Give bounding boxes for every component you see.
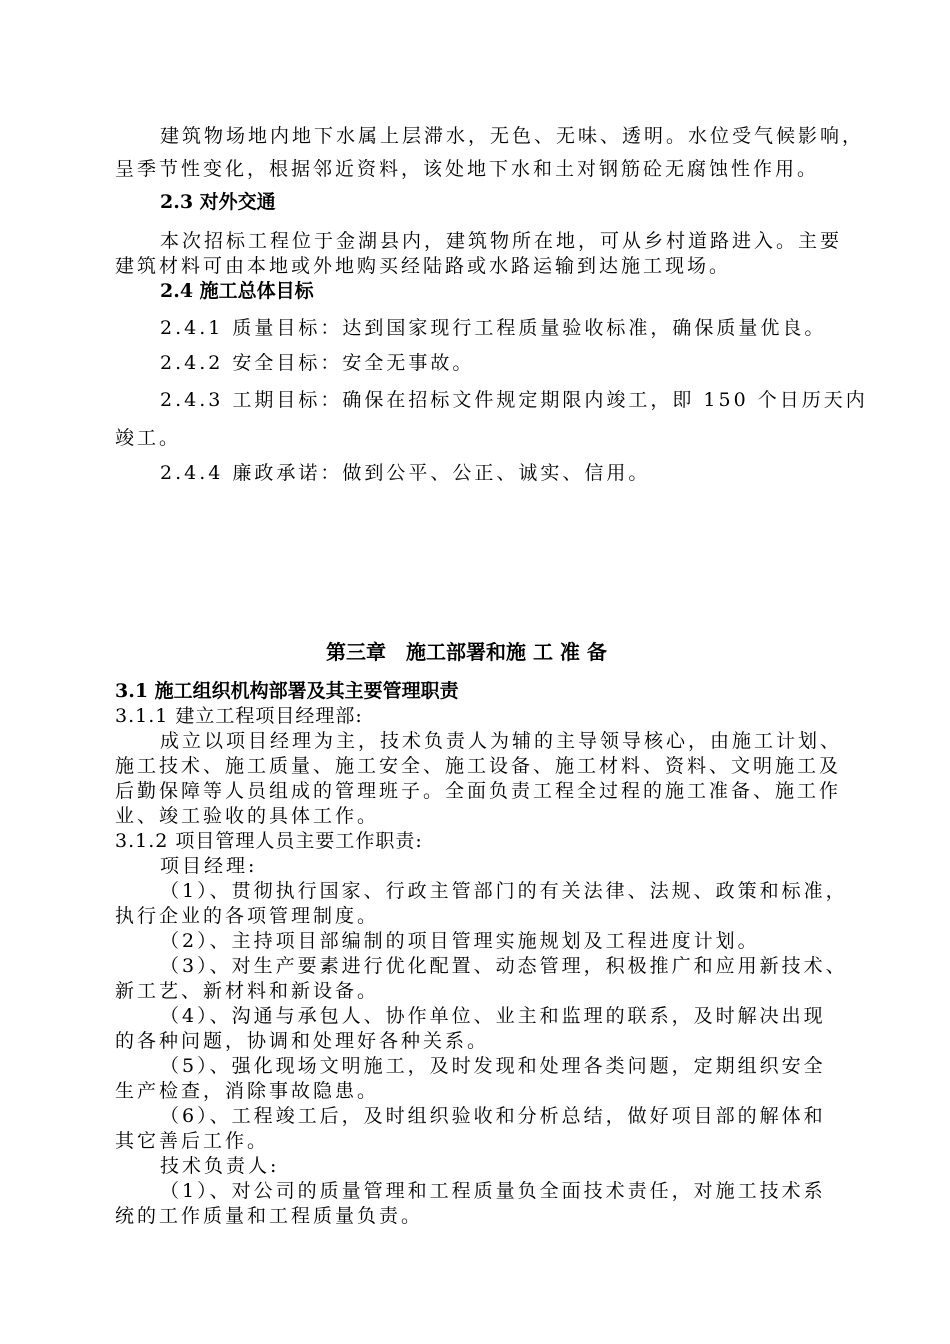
pm-duty-5-line-1: （5）、强化现场文明施工，及时发现和处理各类问题，定期组织安全 bbox=[160, 1055, 826, 1077]
technical-lead-label: 技术负责人: bbox=[160, 1155, 280, 1177]
tech-duty-1-line-1: （1）、对公司的质量管理和工程质量负全面技术责任，对施工技术系 bbox=[160, 1180, 826, 1202]
transport-paragraph-line-1: 本次招标工程位于金湖县内，建筑物所在地，可从乡村道路进入。主要 bbox=[160, 230, 843, 252]
section-3-1-heading: 3.1 施工组织机构部署及其主要管理职责 bbox=[115, 680, 459, 702]
org-paragraph-line-3: 后勤保障等人员组成的管理班子。全面负责工程全过程的施工准备、施工作 bbox=[115, 780, 842, 802]
section-2-4-heading: 2.4 施工总体目标 bbox=[160, 280, 314, 302]
schedule-goal-line-2: 竣工。 bbox=[115, 427, 182, 449]
subsection-3-1-1: 3.1.1 建立工程项目经理部: bbox=[115, 705, 363, 727]
project-manager-label: 项目经理: bbox=[160, 855, 258, 877]
quality-goal: 2.4.1 质量目标：达到国家现行工程质量验收标准，确保质量优良。 bbox=[160, 317, 827, 339]
subsection-3-1-2: 3.1.2 项目管理人员主要工作职责: bbox=[115, 830, 423, 852]
pm-duty-1-line-2: 执行企业的各项管理制度。 bbox=[115, 905, 380, 927]
pm-duty-1-line-1: （1）、贯彻执行国家、行政主管部门的有关法律、法规、政策和标准， bbox=[160, 880, 848, 902]
org-paragraph-line-4: 业、竣工验收的具体工作。 bbox=[115, 805, 380, 827]
section-2-3-heading: 2.3 对外交通 bbox=[160, 191, 276, 213]
pm-duty-4-line-1: （4）、沟通与承包人、协作单位、业主和监理的联系，及时解决出现 bbox=[160, 1005, 826, 1027]
groundwater-paragraph-line-2: 呈季节性变化，根据邻近资料，该处地下水和土对钢筋砼无腐蚀性作用。 bbox=[115, 158, 820, 180]
transport-paragraph-line-2: 建筑材料可由本地或外地购买经陆路或水路运输到达施工现场。 bbox=[115, 255, 732, 277]
tech-duty-1-line-2: 统的工作质量和工程质量负责。 bbox=[115, 1205, 424, 1227]
org-paragraph-line-1: 成立以项目经理为主，技术负责人为辅的主导领导核心，由施工计划、 bbox=[160, 730, 843, 752]
pm-duty-3-line-2: 新工艺、新材料和新设备。 bbox=[115, 980, 380, 1002]
pm-duty-3-line-1: （3）、对生产要素进行优化配置、动态管理，积极推广和应用新技术、 bbox=[160, 955, 848, 977]
org-paragraph-line-2: 施工技术、施工质量、施工安全、施工设备、施工材料、资料、文明施工及 bbox=[115, 755, 842, 777]
schedule-goal-line-1: 2.4.3 工期目标：确保在招标文件规定期限内竣工，即 150 个日历天内 bbox=[160, 389, 868, 411]
groundwater-paragraph-line-1: 建筑物场地内地下水属上层滞水，无色、无味、透明。水位受气候影响， bbox=[160, 125, 865, 147]
integrity-commitment: 2.4.4 廉政承诺：做到公平、公正、诚实、信用。 bbox=[160, 462, 651, 484]
pm-duty-6-line-1: （6）、工程竣工后，及时组织验收和分析总结，做好项目部的解体和 bbox=[160, 1105, 826, 1127]
pm-duty-6-line-2: 其它善后工作。 bbox=[115, 1130, 270, 1152]
safety-goal: 2.4.2 安全目标：安全无事故。 bbox=[160, 352, 475, 374]
pm-duty-5-line-2: 生产检查，消除事故隐患。 bbox=[115, 1080, 380, 1102]
pm-duty-4-line-2: 的各种问题，协调和处理好各种关系。 bbox=[115, 1030, 490, 1052]
pm-duty-2: （2）、主持项目部编制的项目管理实施规划及工程进度计划。 bbox=[160, 930, 760, 952]
chapter-3-title: 第三章 施工部署和施 工 准 备 bbox=[326, 640, 607, 664]
